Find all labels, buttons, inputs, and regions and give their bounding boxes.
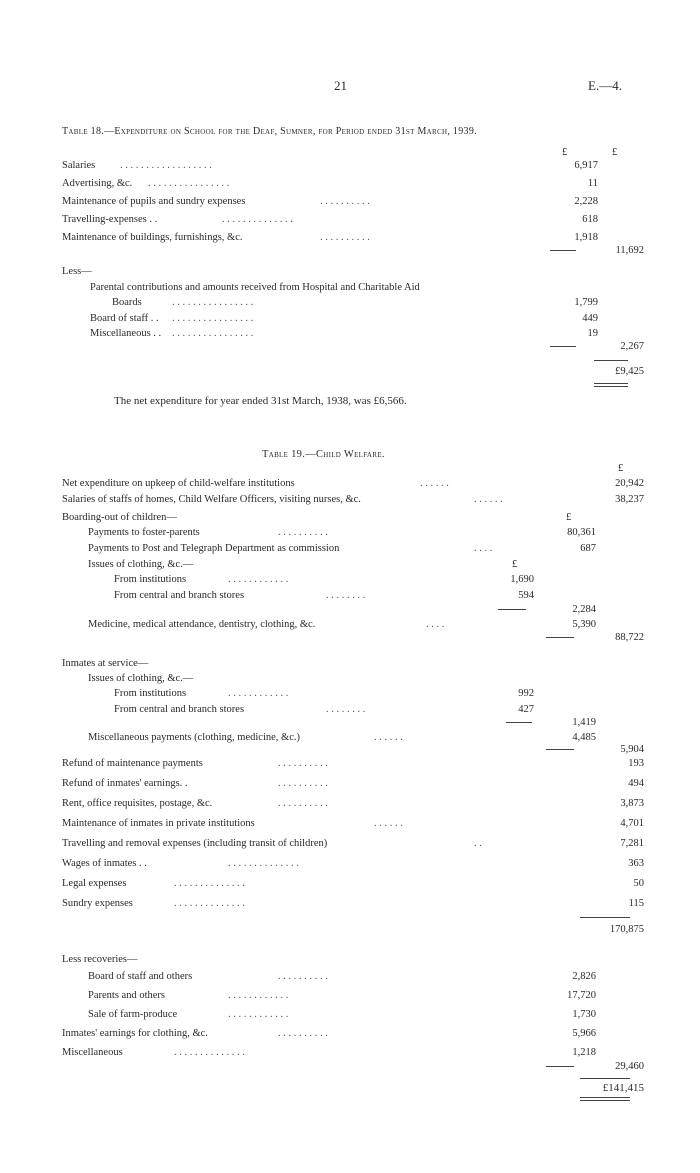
double-rule	[580, 1100, 630, 1101]
table19-other-label: Maintenance of inmates in private institutions	[62, 818, 255, 829]
leader-dots: . . . . . .	[420, 478, 449, 489]
leader-dots: . . . . . . . . . . . . . .	[174, 878, 245, 889]
table19-currency: £	[618, 463, 624, 474]
leader-dots: . . . . . .	[474, 494, 503, 505]
table19-clothing-label: Issues of clothing, &c.—	[88, 559, 194, 570]
table19-other-label: Travelling and removal expenses (including transit of children)	[62, 838, 328, 849]
table18-net-total: £9,425	[615, 366, 644, 377]
table19-recovery-label: Parents and others	[88, 990, 165, 1001]
table19-other-value: 50	[633, 878, 644, 889]
table19-post-value: 687	[580, 543, 596, 554]
table19-clothing-total: 2,284	[572, 604, 596, 615]
table19-inmates-misc-label: Miscellaneous payments (clothing, medicine, &c.)	[88, 732, 300, 743]
leader-dots: . . . . . . . .	[326, 590, 366, 601]
leader-dots: . .	[474, 838, 482, 849]
table19-recovery-label: Sale of farm-produce	[88, 1009, 178, 1020]
sum-rule	[580, 917, 630, 918]
sum-rule	[580, 1078, 630, 1079]
double-rule	[580, 1097, 630, 1098]
table19-boarding-label: Boarding-out of children—	[62, 512, 177, 523]
table18-item-label: Travelling-expenses . .	[62, 214, 158, 225]
table19-other-value: 3,873	[620, 798, 644, 809]
table19-recoveries-total: 29,460	[615, 1061, 644, 1072]
table19-other-value: 7,281	[620, 838, 644, 849]
table19-salaries-label: Salaries of staffs of homes, Child Welfare Officers, visiting nurses, &c.	[62, 494, 361, 505]
table19-institutions-value: 1,690	[510, 574, 534, 585]
table19-institutions-label: From institutions	[114, 574, 187, 585]
table19-inmates-clothing-label: Issues of clothing, &c.—	[88, 673, 194, 684]
table19-title: Table 19.—Child Welfare.	[262, 449, 385, 460]
table19-stores-label: From central and branch stores	[114, 590, 245, 601]
table18-less-item-value: 449	[582, 313, 598, 324]
table19-foster-label: Payments to foster-parents	[88, 527, 200, 538]
table18-less-label: Less—	[62, 266, 92, 277]
table19-recovery-label: Board of staff and others	[88, 971, 193, 982]
table19-inmates-total: 5,904	[620, 744, 644, 755]
table19-inmates-clothing-total: 1,419	[572, 717, 596, 728]
dash-rule	[550, 346, 576, 347]
table18-less-item-value: 19	[587, 328, 598, 339]
table18-less-item-value: 1,799	[574, 297, 598, 308]
double-rule	[594, 386, 628, 387]
table19-recovery-value: 1,730	[572, 1009, 596, 1020]
table19-other-label: Legal expenses	[62, 878, 127, 889]
table19-other-value: 4,701	[620, 818, 644, 829]
leader-dots: . . . . . . . . . .	[278, 758, 328, 769]
table19-other-value: 115	[628, 898, 644, 909]
table19-inmates-stores-value: 427	[518, 704, 534, 715]
leader-dots: . . . . . . . . . . . . . .	[174, 898, 245, 909]
leader-dots: . . . . . . . . . . . . . .	[174, 1047, 245, 1058]
leader-dots: . . . . . . . . . .	[320, 232, 370, 243]
table18-less-item-label: Miscellaneous . .	[90, 328, 162, 339]
leader-dots: . . . . . . . . . . . . . . . .	[148, 178, 230, 189]
leader-dots: . . . . . . . . . .	[278, 778, 328, 789]
leader-dots: . . . . . .	[374, 818, 403, 829]
leader-dots: . . . . . . . . . . . . . .	[222, 214, 293, 225]
table19-clothing-currency: £	[512, 559, 518, 570]
table19-inmates-label: Inmates at service—	[62, 658, 149, 669]
table18-item-label: Advertising, &c.	[62, 178, 133, 189]
double-rule	[594, 383, 628, 384]
table19-other-label: Sundry expenses	[62, 898, 133, 909]
table18-item-value: 618	[582, 214, 598, 225]
leader-dots: . . . . . . . . . . . . . . . . . .	[120, 160, 212, 171]
table19-net-total: £141,415	[602, 1082, 644, 1094]
table19-other-value: 494	[628, 778, 644, 789]
leader-dots: . . . . . . . . . .	[320, 196, 370, 207]
leader-dots: . . . .	[426, 619, 445, 630]
table19-recovery-value: 17,720	[567, 990, 596, 1001]
table19-recovery-misc-value: 1,218	[572, 1047, 596, 1058]
dash-rule	[546, 1066, 574, 1067]
dash-rule	[498, 609, 526, 610]
leader-dots: . . . . . . . .	[326, 704, 366, 715]
leader-dots: . . . . . .	[374, 732, 403, 743]
leader-dots: . . . . . . . . . . . .	[228, 990, 289, 1001]
table18-title: Table 18.—Expenditure on School for the Deaf, Sumner, for Period ended 31st March, 1939.	[62, 126, 477, 137]
leader-dots: . . . . . . . . . . . . . . . .	[172, 297, 254, 308]
table19-other-label: Rent, office requisites, postage, &c.	[62, 798, 213, 809]
table18-less-item-label: Board of staff . .	[90, 313, 159, 324]
table18-note: The net expenditure for year ended 31st March, 1938, was £6,566.	[114, 395, 407, 407]
table19-inmates-institutions-value: 992	[518, 688, 534, 699]
leader-dots: . . . . . . . . . .	[278, 798, 328, 809]
leader-dots: . . . . . . . . . . . .	[228, 574, 289, 585]
table19-stores-value: 594	[518, 590, 534, 601]
table19-inmates-institutions-label: From institutions	[114, 688, 187, 699]
table19-other-label: Refund of maintenance payments	[62, 758, 203, 769]
table18-less-item-label: Parental contributions and amounts received from Hospital and Charitable Aid	[90, 282, 420, 293]
sum-rule	[594, 360, 628, 361]
table19-recovery-misc-label: Miscellaneous	[62, 1047, 123, 1058]
table19-post-label: Payments to Post and Telegraph Department as commission	[88, 543, 340, 554]
leader-dots: . . . . . . . . . .	[278, 527, 328, 538]
table19-boarding-currency: £	[566, 512, 572, 523]
table18-currency-col2: £	[612, 147, 618, 158]
table18-item-value: 2,228	[574, 196, 598, 207]
table18-item-label: Maintenance of pupils and sundry expenses	[62, 196, 246, 207]
table19-recovery-value: 2,826	[572, 971, 596, 982]
page-number: 21	[334, 78, 347, 93]
leader-dots: . . . . . . . . . .	[278, 1028, 328, 1039]
table18-item-value: 6,917	[574, 160, 598, 171]
table19-net-upkeep-label: Net expenditure on upkeep of child-welfare institutions	[62, 478, 295, 489]
dash-rule	[546, 637, 574, 638]
table19-medicine-label: Medicine, medical attendance, dentistry, clothing, &c.	[88, 619, 316, 630]
table19-salaries-value: 38,237	[615, 494, 644, 505]
table18-item-value: 1,918	[574, 232, 598, 243]
page-reference: E.—4.	[588, 78, 622, 93]
table18-less-total: 2,267	[620, 341, 644, 352]
table19-other-value: 363	[628, 858, 644, 869]
dash-rule	[550, 250, 576, 251]
dash-rule	[546, 749, 574, 750]
table19-gross-total: 170,875	[609, 924, 644, 935]
table19-recoveries-label: Less recoveries—	[62, 954, 138, 965]
table18-item-label: Maintenance of buildings, furnishings, &c.	[62, 232, 243, 243]
table19-other-value: 193	[628, 758, 644, 769]
table19-medicine-value: 5,390	[572, 619, 596, 630]
leader-dots: . . . . . . . . . . . . . . . .	[172, 313, 254, 324]
table19-other-label: Wages of inmates . .	[62, 858, 147, 869]
leader-dots: . . . . . . . . . . . . . .	[228, 858, 299, 869]
table19-inmates-misc-value: 4,485	[572, 732, 596, 743]
table18-currency-col1: £	[562, 147, 568, 158]
table19-boarding-total: 88,722	[615, 632, 644, 643]
leader-dots: . . . . . . . . . . . . . . . .	[172, 328, 254, 339]
table19-net-upkeep-value: 20,942	[615, 478, 644, 489]
leader-dots: . . . . . . . . . . . .	[228, 688, 289, 699]
table18-subtotal: 11,692	[615, 245, 644, 256]
table19-inmates-stores-label: From central and branch stores	[114, 704, 245, 715]
table18-less-item-cont: Boards	[112, 297, 142, 308]
leader-dots: . . . . . . . . . . . .	[228, 1009, 289, 1020]
table19-other-label: Refund of inmates' earnings. .	[62, 778, 188, 789]
table19-earnings-value: 5,966	[572, 1028, 596, 1039]
table18-item-value: 11	[587, 178, 598, 189]
table19-foster-value: 80,361	[567, 527, 596, 538]
leader-dots: . . . .	[474, 543, 493, 554]
table18-item-label: Salaries	[62, 160, 96, 171]
dash-rule	[506, 722, 532, 723]
table19-earnings-label: Inmates' earnings for clothing, &c.	[62, 1028, 208, 1039]
leader-dots: . . . . . . . . . .	[278, 971, 328, 982]
